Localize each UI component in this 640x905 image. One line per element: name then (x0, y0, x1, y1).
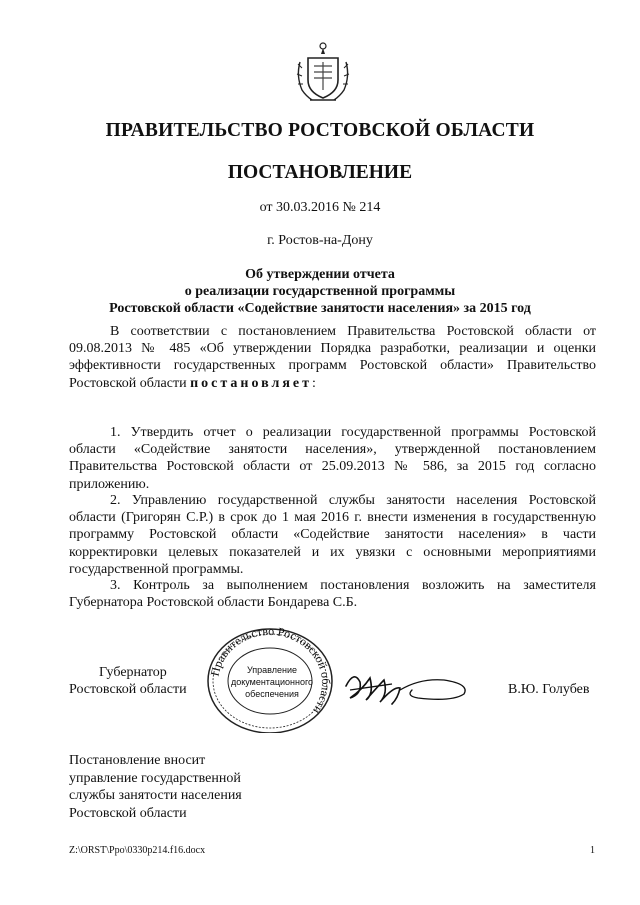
official-stamp (200, 625, 340, 733)
document-title (0, 266, 640, 317)
date-number: от 30.03.2016 № 214 (259, 200, 381, 215)
note-line: Ростовской области (69, 805, 187, 821)
role-line: Губернатор (99, 665, 167, 680)
title-line: Ростовской области «Содействие занятости населения» за 2015 год (109, 301, 531, 316)
handwritten-signature (340, 664, 475, 710)
submission-note (69, 752, 242, 822)
note-line: службы занятости населения (69, 788, 242, 803)
stamp-line: документационного (230, 677, 314, 687)
coat-of-arms-icon (294, 40, 352, 104)
preamble-paragraph (69, 323, 596, 392)
stamp-line: обеспечения (245, 689, 299, 699)
item-3: 3. Контроль за выполнением постановления возложить на заместителя Губернатора Ростовской области Бондарева С.Б. (69, 578, 596, 611)
signer-name: В.Ю. Голубев (508, 682, 590, 697)
note-line: управление государственной (69, 770, 241, 786)
city: г. Ростов-на-Дону (267, 233, 373, 248)
item-2: 2. Управлению государственной службы занятости населения Ростовской области (Григорян С.Р.) в срок до 1 мая 2016 г. внести изменения в государственную программу Ростовской области «Содействие занятости населения» в части корректировки целевых показателей и их увязки с основными мероприятиями государственной программы. (69, 493, 596, 577)
signer-role (69, 664, 187, 698)
government-name: ПРАВИТЕЛЬСТВО РОСТОВСКОЙ ОБЛАСТИ (105, 120, 535, 141)
stamp-line: Управление (246, 665, 298, 675)
preamble-text: В соответствии с постановлением Правительства Ростовской области от 09.08.2013 № 485 «Об утверждении Порядка разработки, реализации и оценки эффективности государственных программ Ростовской области» Правительство Ростовской области (69, 324, 596, 391)
decree-word: постановляет (190, 375, 313, 391)
title-line: о реализации государственной программы (184, 284, 456, 299)
role-line: Ростовской области (69, 682, 187, 697)
file-path: Z:\ORST\Ppo\0330p214.f16.docx (69, 845, 206, 856)
note-line: Постановление вносит (69, 753, 206, 768)
page-number: 1 (590, 845, 595, 856)
title-line: Об утверждении отчета (245, 267, 395, 282)
stamp-ring-text: Правительство Ростовской области (207, 625, 334, 717)
item-1: 1. Утвердить отчет о реализации государственной программы Ростовской области «Содействие занятости населения», утвержденной постановлением Правительства Ростовской области от 25.09.2013 № 586, за 2015 год согласно приложению. (69, 425, 596, 492)
preamble-trailing: : (312, 375, 316, 391)
document-type: ПОСТАНОВЛЕНИЕ (227, 162, 413, 183)
